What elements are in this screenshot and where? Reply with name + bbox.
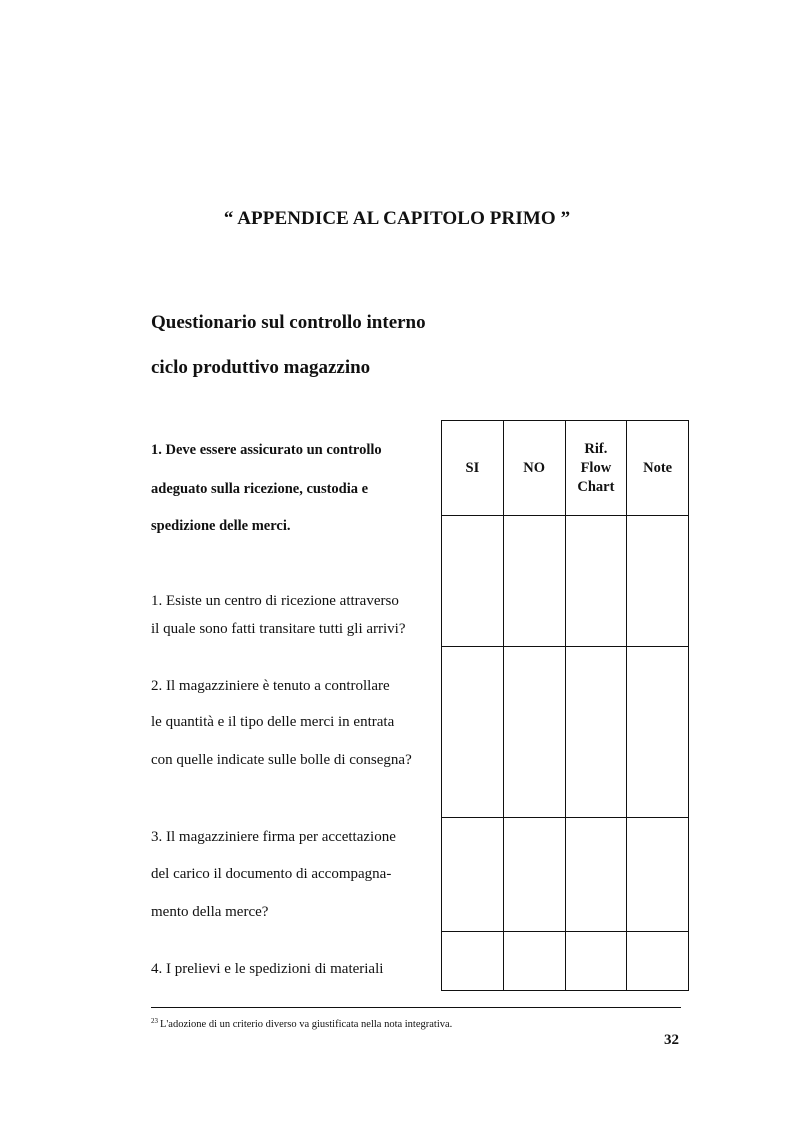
footnote-divider bbox=[151, 1007, 681, 1008]
cell-rif[interactable] bbox=[565, 818, 627, 932]
header-no: NO bbox=[503, 421, 565, 516]
cell-si[interactable] bbox=[442, 647, 504, 818]
table-row bbox=[442, 818, 689, 932]
cell-no[interactable] bbox=[503, 818, 565, 932]
page-number: 32 bbox=[664, 1032, 679, 1048]
cell-note[interactable] bbox=[627, 647, 689, 818]
section-title-line-2: ciclo produttivo magazzino bbox=[151, 357, 371, 378]
answer-table bbox=[441, 420, 689, 991]
cell-si[interactable] bbox=[442, 818, 504, 932]
cell-si[interactable] bbox=[442, 932, 504, 991]
question-line: le quantità e il tipo delle merci in entrata bbox=[151, 714, 395, 730]
footnote-number: 23 bbox=[151, 1017, 158, 1025]
chapter-title: “ APPENDICE AL CAPITOLO PRIMO ” bbox=[223, 208, 571, 229]
cell-no[interactable] bbox=[503, 932, 565, 991]
question-line: del carico il documento di accompagna- bbox=[151, 866, 392, 882]
footnote-text: L'adozione di un criterio diverso va giustificata nella nota integrativa. bbox=[160, 1019, 453, 1030]
cell-rif[interactable] bbox=[565, 932, 627, 991]
header-note: Note bbox=[627, 421, 689, 516]
question-line: 1. Esiste un centro di ricezione attraverso bbox=[151, 593, 399, 609]
header-rif-line: Rif. bbox=[584, 440, 608, 457]
question-line: con quelle indicate sulle bolle di consegna? bbox=[151, 752, 412, 768]
header-si: SI bbox=[442, 421, 504, 516]
cell-note[interactable] bbox=[627, 516, 689, 647]
table-row bbox=[442, 647, 689, 818]
header-rif-line: Flow bbox=[580, 459, 612, 476]
footnote bbox=[151, 1017, 452, 1030]
question-line: 3. Il magazziniere firma per accettazione bbox=[151, 829, 396, 845]
cell-no[interactable] bbox=[503, 516, 565, 647]
table-header-row bbox=[442, 421, 689, 516]
question-heading-line: adeguato sulla ricezione, custodia e bbox=[151, 481, 369, 497]
cell-rif[interactable] bbox=[565, 647, 627, 818]
question-line: 4. I prelievi e le spedizioni di materiali bbox=[151, 961, 384, 977]
cell-note[interactable] bbox=[627, 818, 689, 932]
cell-rif[interactable] bbox=[565, 516, 627, 647]
question-heading-line: spedizione delle merci. bbox=[151, 518, 291, 534]
question-line: 2. Il magazziniere è tenuto a controllare bbox=[151, 678, 390, 694]
header-rif-flow-chart bbox=[565, 421, 627, 516]
header-rif-line: Chart bbox=[577, 478, 615, 495]
section-title-line-1: Questionario sul controllo interno bbox=[151, 312, 426, 333]
table-row bbox=[442, 516, 689, 647]
question-line: il quale sono fatti transitare tutti gli arrivi? bbox=[151, 621, 406, 637]
question-heading-line: 1. Deve essere assicurato un controllo bbox=[151, 442, 382, 458]
question-line: mento della merce? bbox=[151, 904, 269, 920]
cell-note[interactable] bbox=[627, 932, 689, 991]
cell-no[interactable] bbox=[503, 647, 565, 818]
cell-si[interactable] bbox=[442, 516, 504, 647]
table-row bbox=[442, 932, 689, 991]
